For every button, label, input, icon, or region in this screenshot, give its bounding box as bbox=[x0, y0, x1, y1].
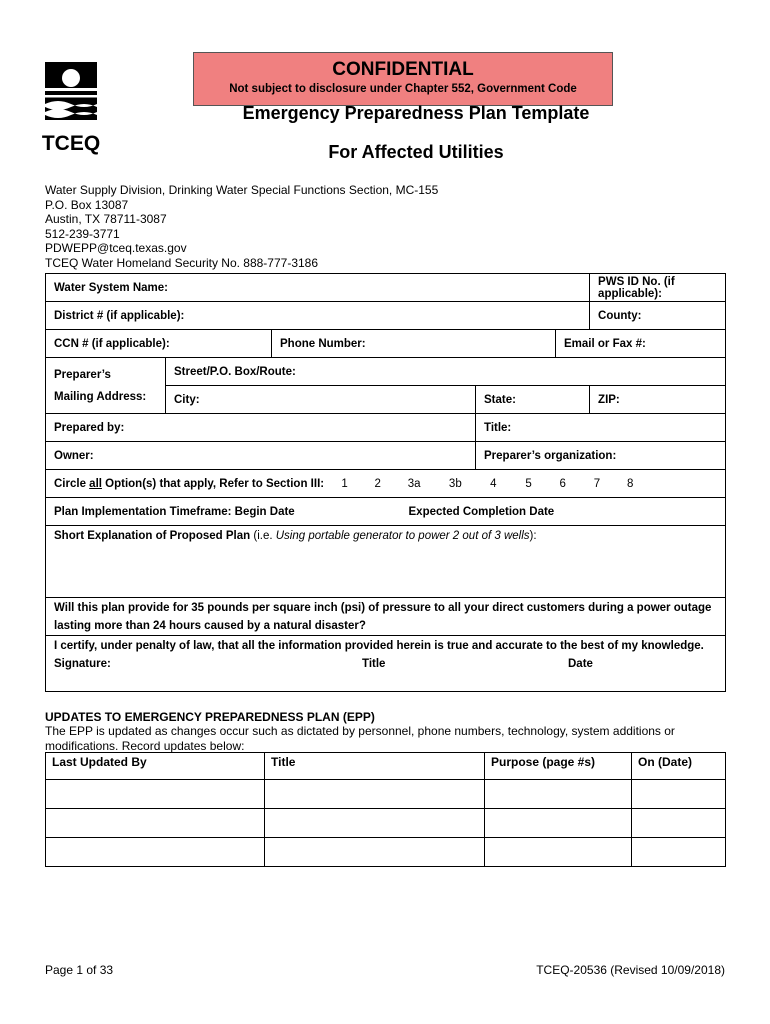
table-cell[interactable] bbox=[485, 780, 632, 809]
tceq-logo bbox=[41, 62, 101, 156]
address-line: PDWEPP@tceq.texas.gov bbox=[45, 241, 187, 256]
confidential-title: CONFIDENTIAL bbox=[332, 59, 474, 80]
option-3b[interactable]: 3b bbox=[448, 477, 462, 490]
document-subtitle: For Affected Utilities bbox=[328, 142, 504, 162]
table-cell[interactable] bbox=[265, 838, 485, 867]
prepared-by-field[interactable]: Prepared by: bbox=[46, 414, 476, 442]
confidential-subtitle: Not subject to disclosure under Chapter 552, Government Code bbox=[229, 83, 577, 95]
updates-text: The EPP is updated as changes occur such as dictated by personnel, phone numbers, technology, system additions or modifications. Record updates below: bbox=[45, 724, 675, 753]
ccn-field[interactable]: CCN # (if applicable): bbox=[46, 330, 272, 358]
table-cell[interactable] bbox=[46, 838, 265, 867]
document-title: Emergency Preparedness Plan Template bbox=[242, 103, 590, 123]
table-cell[interactable] bbox=[46, 809, 265, 838]
option-5[interactable]: 5 bbox=[525, 477, 532, 490]
address-line: 512-239-3771 bbox=[45, 226, 120, 241]
address-line: P.O. Box 13087 bbox=[45, 197, 129, 212]
title-field[interactable]: Title: bbox=[476, 414, 726, 442]
table-cell[interactable] bbox=[632, 780, 726, 809]
table-cell[interactable] bbox=[632, 809, 726, 838]
water-system-name-field[interactable]: Water System Name: bbox=[46, 274, 590, 302]
updates-heading: UPDATES TO EMERGENCY PREPAREDNESS PLAN (EPP) bbox=[45, 710, 375, 724]
table-cell[interactable] bbox=[485, 809, 632, 838]
explanation-field[interactable]: Short Explanation of Proposed Plan (i.e. Using portable generator to power 2 out of 3 wells): bbox=[46, 526, 726, 598]
certification-block: I certify, under penalty of law, that all the information provided herein is true and accurate to the best of my knowledge. Signature: Title Date bbox=[46, 636, 726, 692]
table-cell[interactable] bbox=[265, 809, 485, 838]
col-last-updated-by: Last Updated By bbox=[46, 753, 265, 780]
option-1[interactable]: 1 bbox=[341, 477, 348, 490]
form-id: TCEQ-20536 (Revised 10/09/2018) bbox=[536, 963, 725, 977]
table-row bbox=[46, 838, 726, 867]
option-8[interactable]: 8 bbox=[626, 477, 634, 490]
address-line: Water Supply Division, Drinking Water Special Functions Section, MC-155 bbox=[45, 183, 439, 197]
option-7[interactable]: 7 bbox=[593, 477, 601, 490]
plan-form bbox=[45, 273, 726, 692]
table-cell[interactable] bbox=[485, 838, 632, 867]
address-line: TCEQ Water Homeland Security No. 888-777-3186 bbox=[45, 255, 319, 270]
updates-table bbox=[45, 752, 726, 867]
table-header-row bbox=[46, 753, 726, 780]
table-cell[interactable] bbox=[46, 780, 265, 809]
circle-options-row: Circle all Option(s) that apply, Refer to Section III: 1 2 3a 3b 4 5 6 7 8 bbox=[46, 470, 726, 498]
option-3a[interactable]: 3a bbox=[407, 477, 421, 490]
table-row bbox=[46, 809, 726, 838]
county-field[interactable]: County: bbox=[590, 302, 726, 330]
timeframe-row[interactable]: Plan Implementation Timeframe: Begin Date Expected Completion Date bbox=[46, 498, 726, 526]
signature-title-label[interactable]: Title bbox=[362, 658, 386, 670]
email-field[interactable]: Email or Fax #: bbox=[556, 330, 726, 358]
col-date: On (Date) bbox=[632, 753, 726, 780]
signature-label[interactable]: Signature: bbox=[54, 658, 111, 670]
col-purpose: Purpose (page #s) bbox=[485, 753, 632, 780]
table-cell[interactable] bbox=[632, 838, 726, 867]
district-field[interactable]: District # (if applicable): bbox=[46, 302, 590, 330]
city-field[interactable]: City: bbox=[166, 386, 476, 414]
state-field[interactable]: State: bbox=[476, 386, 590, 414]
logo-text: TCEQ bbox=[41, 132, 101, 155]
option-4[interactable]: 4 bbox=[490, 477, 497, 490]
page-number: Page 1 of 33 bbox=[45, 963, 114, 977]
table-cell[interactable] bbox=[265, 780, 485, 809]
pws-id-field[interactable]: PWS ID No. (if applicable): bbox=[590, 274, 726, 302]
signature-date-label[interactable]: Date bbox=[568, 658, 593, 670]
table-row bbox=[46, 780, 726, 809]
preparer-organization-field[interactable]: Preparer’s organization: bbox=[476, 442, 726, 470]
phone-field[interactable]: Phone Number: bbox=[272, 330, 556, 358]
mailing-address-label: Preparer’s Mailing Address: bbox=[46, 358, 166, 414]
option-2[interactable]: 2 bbox=[374, 477, 381, 490]
pressure-question[interactable]: Will this plan provide for 35 pounds per square inch (psi) of pressure to all your direct customers during a power outage lasting more than 24 hours caused by a natural disaster? bbox=[46, 598, 726, 636]
owner-field[interactable]: Owner: bbox=[46, 442, 476, 470]
street-field[interactable]: Street/P.O. Box/Route: bbox=[166, 358, 726, 386]
zip-field[interactable]: ZIP: bbox=[590, 386, 726, 414]
address-line: Austin, TX 78711-3087 bbox=[45, 212, 167, 227]
option-6[interactable]: 6 bbox=[559, 477, 566, 490]
confidential-banner bbox=[193, 52, 613, 106]
col-title: Title bbox=[265, 753, 485, 780]
address-block bbox=[45, 183, 438, 271]
